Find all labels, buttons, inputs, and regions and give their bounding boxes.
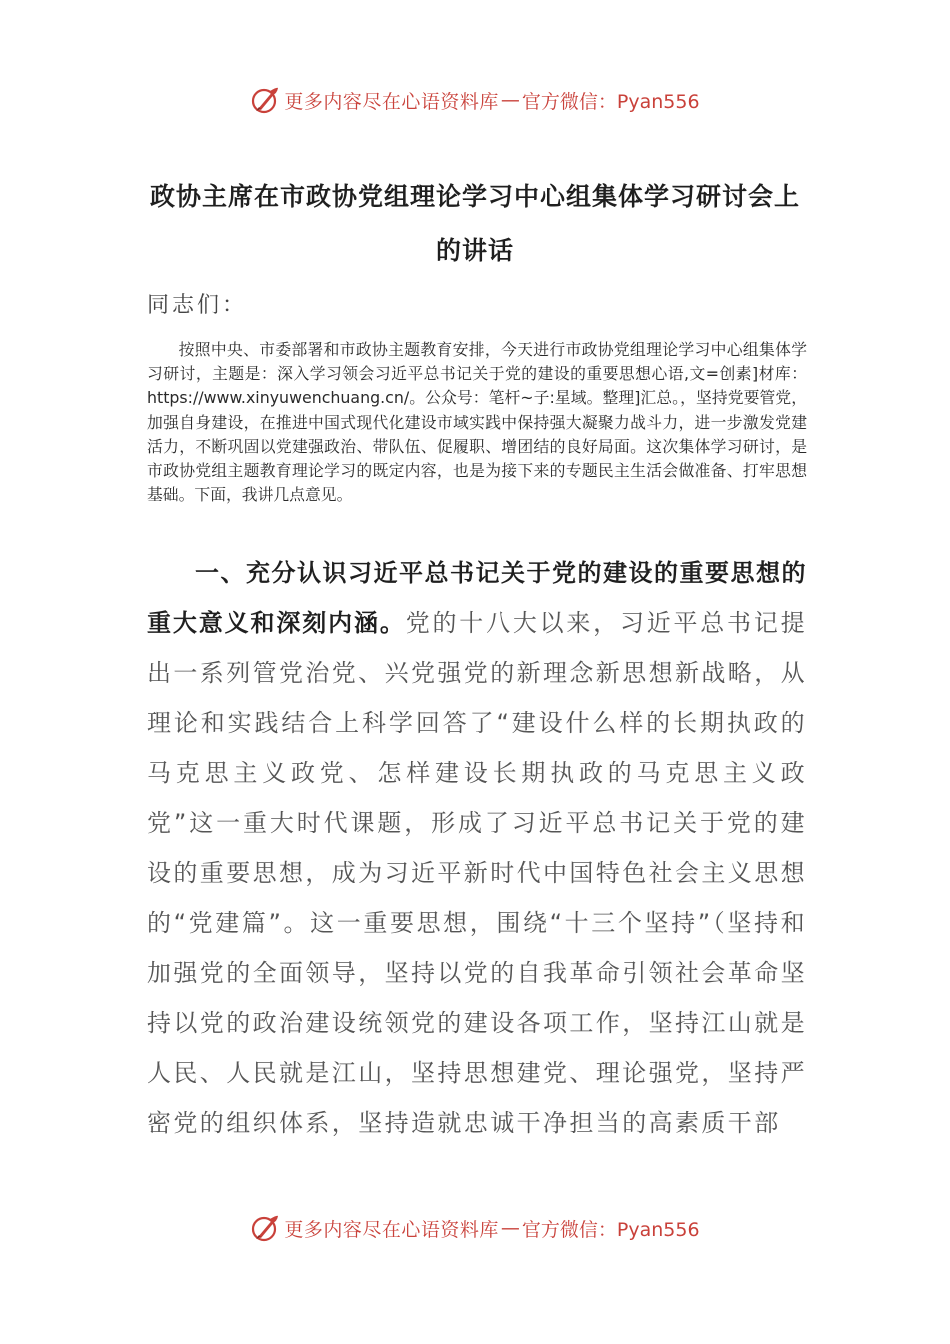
- footer-watermark: [0, 1208, 950, 1248]
- watermark-contact-text: 官方微信：Pyan556: [521, 1218, 700, 1241]
- document-title: 政协主席在市政协党组理论学习中心组集体学习研讨会上的讲话: [149, 182, 800, 265]
- section-1-paragraph: [147, 548, 807, 1148]
- watermark-separator: —: [500, 1217, 520, 1239]
- section-1-heading: 一、充分认识习近平总书记关于党的建设的重要思想的重大意义和深刻内涵。: [147, 559, 807, 637]
- header-watermark: [0, 80, 950, 120]
- section-1-body: 党的十八大以来，习近平总书记提出一系列管党治党、兴党强党的新理念新思想新战略，从理论和实践结合上科学回答了“建设什么样的长期执政的马克思主义政党、怎样建设长期执政的马克思主义政党”这一重大时代课题，形成了习近平总书记关于党的建设的重要思想，成为习近平新时代中国特色社会主义思想的“党建篇”。这一重要思想，围绕“十三个坚持”（坚持和加强党的全面领导，坚持以党的自我革命引领社会革命坚持以党的政治建设统领党的建设各项工作，坚持江山就是人民、人民就是江山，坚持思想建党、理论强党，坚持严密党的组织体系，坚持造就忠诚干净担当的高素质干部: [147, 609, 807, 1137]
- greeting: 同志们：: [147, 293, 248, 318]
- quill-logo-icon: [250, 85, 280, 115]
- watermark-contact-text: 官方微信：Pyan556: [521, 90, 700, 113]
- watermark-brand-text: 更多内容尽在心语资料库: [284, 1218, 499, 1241]
- intro-paragraph: 按照中央、市委部署和市政协主题教育安排，今天进行市政协党组理论学习中心组集体学习研讨，主题是：深入学习领会习近平总书记关于党的建设的重要思想心语,文=创素]材库：https://www.xinyuwenchuang.cn/。公众号：笔杆~子:星域。整理]汇总。，坚持党要管党，加强自身建设，在推进中国式现代化建设市域实践中保持强大凝聚力战斗力，进一步激发党建活力，不断巩固以党建强政治、带队伍、促履职、增团结的良好局面。这次集体学习研讨，是市政协党组主题教育理论学习的既定内容，也是为接下来的专题民主生活会做准备、打牢思想基础。下面，我讲几点意见。: [147, 340, 807, 505]
- quill-logo-icon: [250, 1213, 280, 1243]
- watermark-separator: —: [500, 89, 520, 111]
- watermark-brand-text: 更多内容尽在心语资料库: [284, 90, 499, 113]
